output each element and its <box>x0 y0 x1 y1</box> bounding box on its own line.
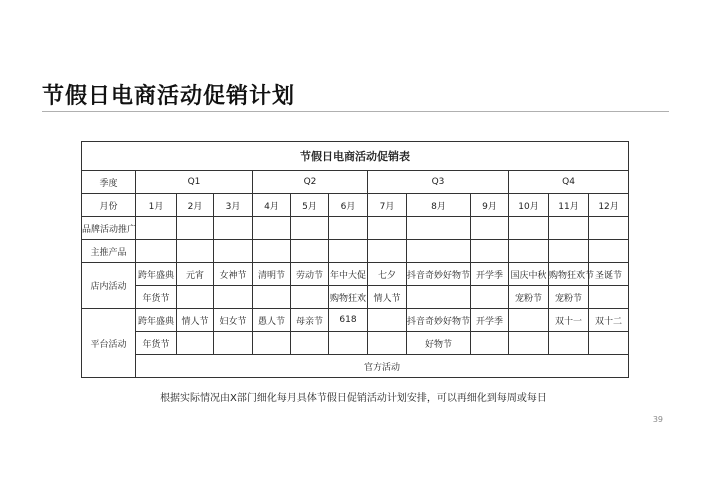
table-cell: 七夕 <box>368 263 407 286</box>
quarter-q1: Q1 <box>136 171 253 194</box>
table-cell <box>253 332 291 355</box>
store-row-2 <box>82 286 629 309</box>
table-cell <box>368 332 407 355</box>
table-cell <box>407 240 471 263</box>
table-cell: 双十一 <box>549 309 589 332</box>
quarter-row <box>82 171 629 194</box>
product-row <box>82 240 629 263</box>
table-cell: 好物节 <box>407 332 471 355</box>
table-cell: 双十二 <box>589 309 629 332</box>
brand-label: 品牌活动推广 <box>82 217 136 240</box>
month-cell: 12月 <box>589 194 629 217</box>
table-cell <box>589 332 629 355</box>
table-cell: 宠粉节 <box>549 286 589 309</box>
table-cell <box>214 332 253 355</box>
table-cell <box>549 332 589 355</box>
table-cell <box>589 286 629 309</box>
table-cell <box>253 217 291 240</box>
platform-row-1 <box>82 309 629 332</box>
month-cell: 7月 <box>368 194 407 217</box>
table-cell: 圣诞节 <box>589 263 629 286</box>
table-cell <box>177 217 214 240</box>
table-cell <box>509 217 549 240</box>
table-cell <box>509 240 549 263</box>
table-cell: 年中大促 <box>329 263 368 286</box>
table-cell <box>291 240 329 263</box>
table-cell <box>589 240 629 263</box>
table-cell <box>549 240 589 263</box>
table-cell: 618 <box>329 309 368 332</box>
table-cell: 年货节 <box>136 332 177 355</box>
table-cell <box>329 217 368 240</box>
table-cell <box>214 240 253 263</box>
product-label: 主推产品 <box>82 240 136 263</box>
month-cell: 1月 <box>136 194 177 217</box>
table-cell <box>407 286 471 309</box>
month-cell: 4月 <box>253 194 291 217</box>
table-cell <box>329 332 368 355</box>
platform-label: 平台活动 <box>82 309 136 378</box>
table-caption: 节假日电商活动促销表 <box>82 142 629 171</box>
table-cell: 抖音奇妙好物节 <box>407 263 471 286</box>
table-cell <box>471 240 509 263</box>
month-cell: 3月 <box>214 194 253 217</box>
quarter-q3: Q3 <box>368 171 509 194</box>
month-cell: 2月 <box>177 194 214 217</box>
table-cell: 开学季 <box>471 263 509 286</box>
table-cell <box>291 286 329 309</box>
table-cell: 抖音奇妙好物节 <box>407 309 471 332</box>
month-cell: 9月 <box>471 194 509 217</box>
title-divider <box>42 111 669 112</box>
table-cell <box>214 286 253 309</box>
table-cell <box>368 217 407 240</box>
month-cell: 5月 <box>291 194 329 217</box>
table-cell: 情人节 <box>177 309 214 332</box>
table-cell: 购物狂欢节 <box>549 263 589 286</box>
table-cell <box>253 240 291 263</box>
promotion-table <box>81 141 629 378</box>
quarter-q2: Q2 <box>253 171 368 194</box>
table-cell: 购物狂欢 <box>329 286 368 309</box>
table-cell: 宠粉节 <box>509 286 549 309</box>
table-cell: 清明节 <box>253 263 291 286</box>
table-cell <box>136 217 177 240</box>
table-cell <box>407 217 471 240</box>
table-cell <box>214 217 253 240</box>
table-cell: 妇女节 <box>214 309 253 332</box>
table-cell <box>509 332 549 355</box>
store-row-1 <box>82 263 629 286</box>
official-activity: 官方活动 <box>136 355 629 378</box>
quarter-q4: Q4 <box>509 171 629 194</box>
quarter-label: 季度 <box>82 171 136 194</box>
table-cell <box>177 240 214 263</box>
table-cell: 跨年盛典 <box>136 263 177 286</box>
table-cell: 跨年盛典 <box>136 309 177 332</box>
table-cell: 年货节 <box>136 286 177 309</box>
platform-row-3 <box>82 355 629 378</box>
brand-row <box>82 217 629 240</box>
month-cell: 11月 <box>549 194 589 217</box>
table-cell <box>471 217 509 240</box>
platform-row-2 <box>82 332 629 355</box>
store-label: 店内活动 <box>82 263 136 309</box>
table-cell <box>177 332 214 355</box>
table-cell <box>329 240 368 263</box>
table-cell: 母亲节 <box>291 309 329 332</box>
table-cell <box>509 309 549 332</box>
month-cell: 8月 <box>407 194 471 217</box>
table-cell <box>177 286 214 309</box>
month-row <box>82 194 629 217</box>
table-cell: 开学季 <box>471 309 509 332</box>
table-cell <box>471 332 509 355</box>
footnote: 根据实际情况由X部门细化每月具体节假日促销活动计划安排，可以再细化到每周或每日 <box>160 393 547 404</box>
table-cell <box>368 309 407 332</box>
table-cell: 女神节 <box>214 263 253 286</box>
table-cell: 国庆中秋 <box>509 263 549 286</box>
month-cell: 10月 <box>509 194 549 217</box>
page-number: 39 <box>652 415 663 424</box>
table-cell <box>589 217 629 240</box>
table-cell <box>136 240 177 263</box>
table-cell <box>368 240 407 263</box>
table-cell: 情人节 <box>368 286 407 309</box>
table-cell: 愚人节 <box>253 309 291 332</box>
page-title: 节假日电商活动促销计划 <box>42 84 296 109</box>
table-cell <box>291 332 329 355</box>
table-cell <box>253 286 291 309</box>
table-cell <box>471 286 509 309</box>
table-cell: 劳动节 <box>291 263 329 286</box>
month-cell: 6月 <box>329 194 368 217</box>
table-cell <box>549 217 589 240</box>
table-cell: 元宵 <box>177 263 214 286</box>
table-cell <box>291 217 329 240</box>
month-label: 月份 <box>82 194 136 217</box>
